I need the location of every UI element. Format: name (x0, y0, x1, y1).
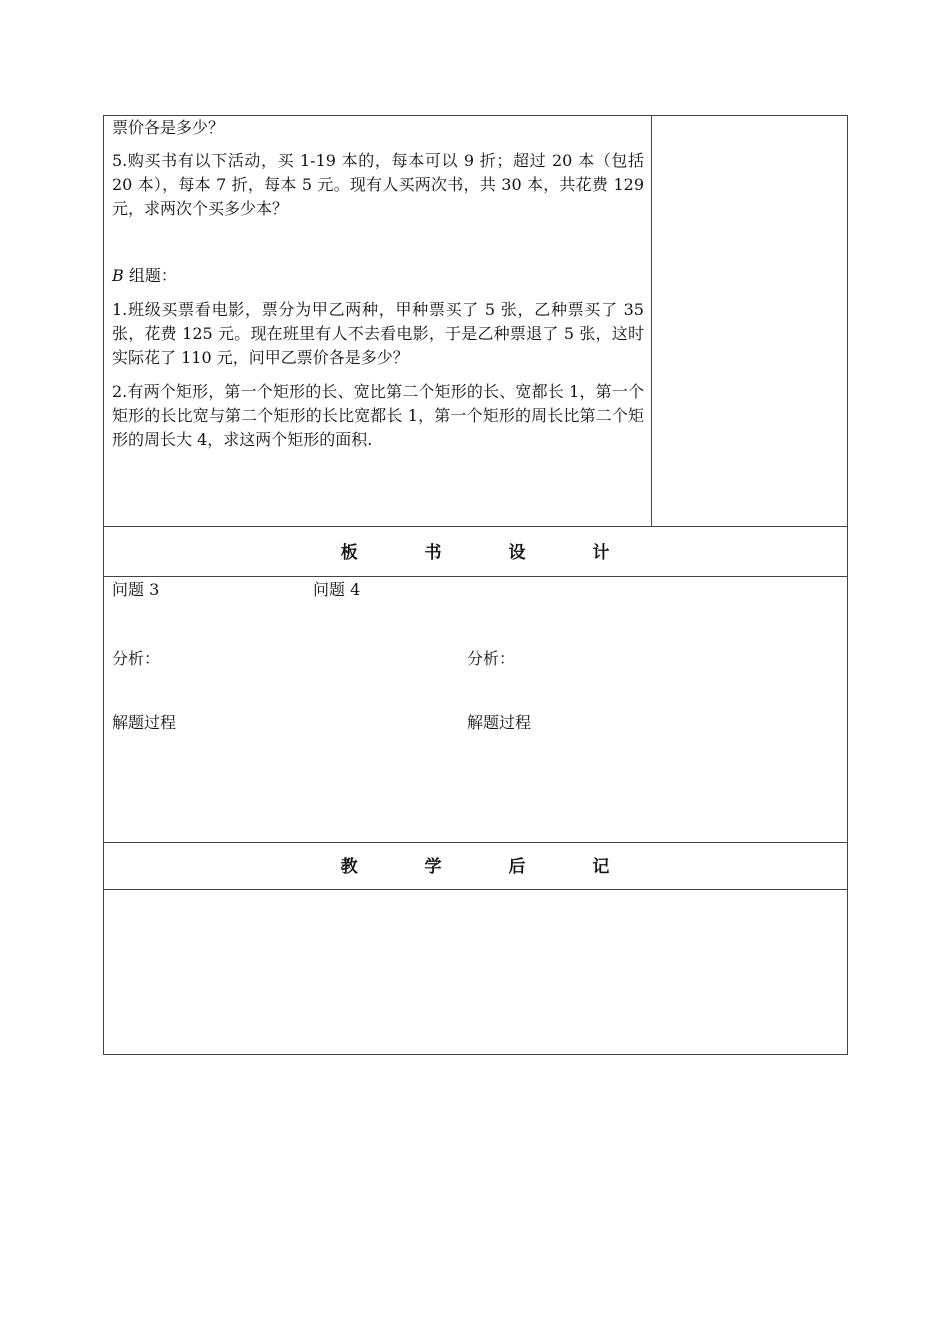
board-design-heading (103, 538, 847, 563)
row-divider-notes-top (103, 842, 848, 843)
analysis-right-label: 分析： (467, 649, 516, 668)
question-b1: 1.班级买票看电影，票分为甲乙两种，甲种票买了 5 张，乙种票买了 35 张，花费 125 元。现在班里有人不去看电影，于是乙种票退了 5 张，这时实际花了 110 元，问甲乙票价各是多少？ (112, 300, 644, 367)
column-divider (651, 115, 652, 527)
heading-char: 教 (340, 857, 358, 877)
previous-question-tail: 票价各是多少？ (112, 118, 225, 137)
group-b-label: 组题： (123, 266, 177, 285)
problem-3-label: 问题 3 (112, 580, 160, 599)
heading-char: 后 (508, 857, 526, 877)
process-left-label: 解题过程 (112, 713, 177, 732)
teaching-notes-heading (103, 852, 847, 877)
question-b2: 2.有两个矩形，第一个矩形的长、宽比第二个矩形的长、宽都长 1，第一个矩形的长比宽与第二个矩形的长比宽都长 1，第一个矩形的周长比第二个矩形的周长大 4，求这两个矩形的面积. (112, 382, 644, 449)
heading-char: 计 (592, 543, 610, 563)
heading-char: 板 (340, 543, 358, 563)
row-divider-board-top (103, 526, 848, 527)
analysis-left-label: 分析： (112, 649, 161, 668)
heading-char: 学 (424, 857, 442, 877)
lesson-table (103, 115, 848, 1055)
row-divider-board-bottom (103, 576, 848, 577)
heading-char: 设 (508, 543, 526, 563)
question-5: 5.购买书有以下活动，买 1-19 本的，每本可以 9 折；超过 20 本（包括 20 本），每本 7 折，每本 5 元。现有人买两次书，共 30 本，共花费 129 元，求两次个买多少本？ (112, 151, 644, 218)
heading-char: 记 (592, 857, 610, 877)
problem-4-label: 问题 4 (313, 580, 361, 599)
heading-char: 书 (424, 543, 442, 563)
group-b-title (112, 264, 644, 288)
row-divider-notes-bottom (103, 889, 848, 890)
group-b-letter: B (112, 266, 124, 285)
process-right-label: 解题过程 (467, 713, 532, 732)
